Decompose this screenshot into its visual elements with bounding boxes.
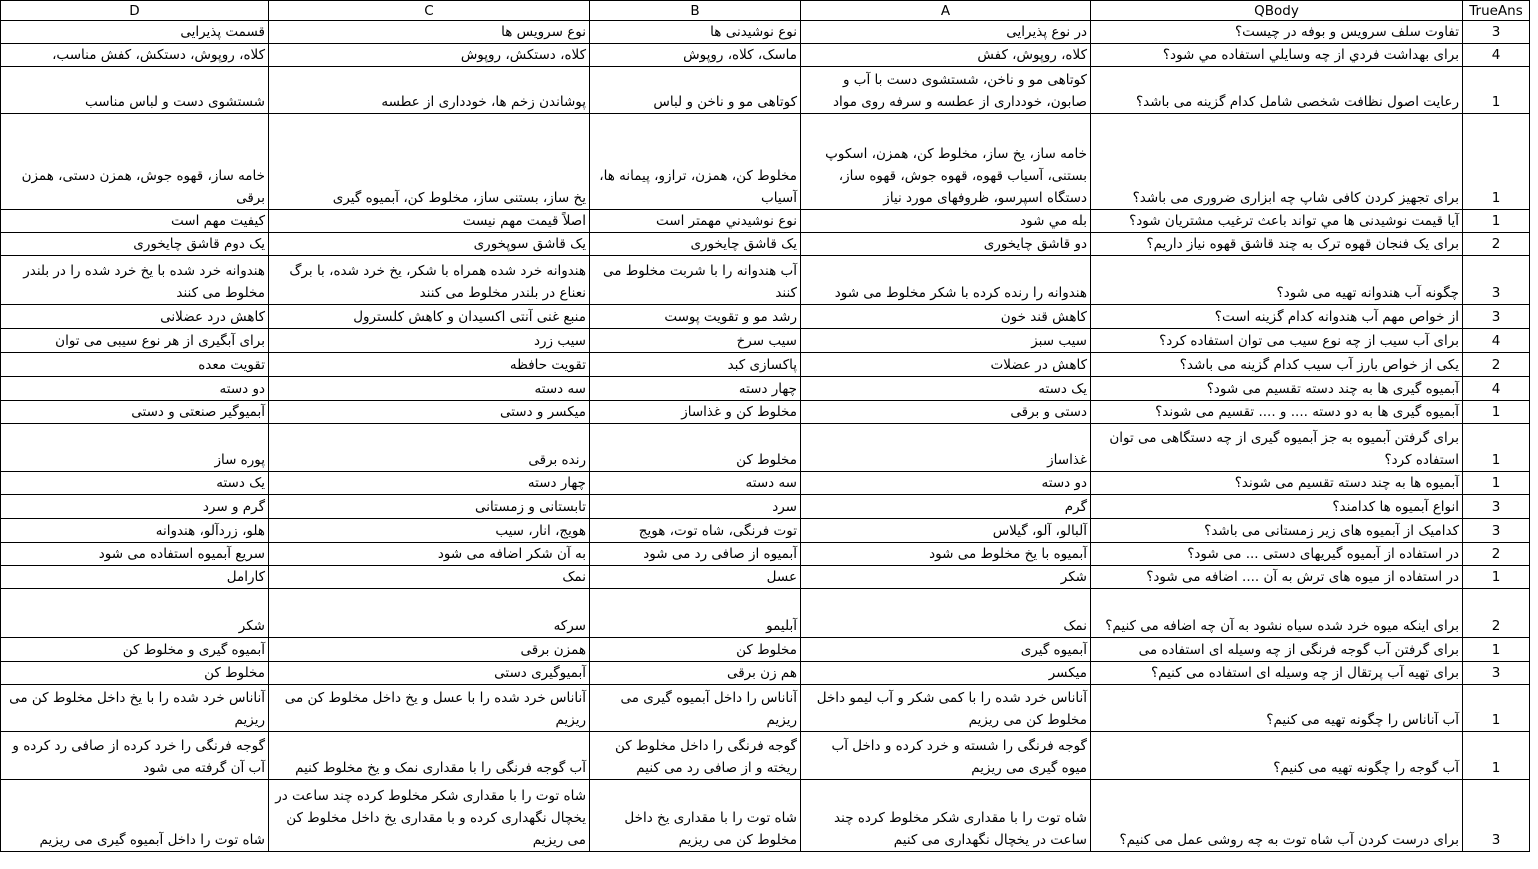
cell-option-b[interactable]: رشد مو و تقویت پوست: [590, 305, 801, 329]
cell-question[interactable]: برای بهداشت فردي از چه وسايلي استفاده مي شود؟: [1091, 44, 1463, 67]
table-row: [1, 21, 1530, 44]
cell-option-d[interactable]: شاه توت را داخل آبمیوه گیری می ریزیم: [1, 780, 269, 852]
cell-option-a[interactable]: کلاه، روپوش، کفش: [801, 44, 1091, 67]
table-row: [1, 67, 1530, 114]
cell-option-a[interactable]: کاهش قند خون: [801, 305, 1091, 329]
cell-option-d[interactable]: کیفیت مهم است: [1, 210, 269, 233]
cell-option-d[interactable]: هلو، زردآلو، هندوانه: [1, 519, 269, 543]
table-row: [1, 662, 1530, 685]
cell-option-b[interactable]: مخلوط کن: [590, 638, 801, 662]
table-row: [1, 210, 1530, 233]
cell-true-answer[interactable]: 1: [1463, 401, 1530, 424]
table-row: [1, 424, 1530, 472]
cell-option-d[interactable]: برای آبگیری از هر نوع سیبی می توان: [1, 329, 269, 353]
cell-option-c[interactable]: یخ ساز، بستنی ساز، مخلوط کن، آبمیوه گیری: [269, 114, 590, 210]
cell-true-answer[interactable]: 1: [1463, 685, 1530, 732]
cell-question[interactable]: آیا قیمت نوشیدنی ها مي تواند باعث ترغیب مشتریان شود؟: [1091, 210, 1463, 233]
cell-option-c[interactable]: نمک: [269, 566, 590, 589]
cell-option-b[interactable]: آناناس را داخل آبمیوه گیری می ریزیم: [590, 685, 801, 732]
cell-option-a[interactable]: کاهش در عضلات: [801, 353, 1091, 377]
table-body: [1, 21, 1530, 852]
table-row: [1, 353, 1530, 377]
cell-option-b[interactable]: مخلوط کن، همزن، ترازو، پیمانه ها، آسیاب: [590, 114, 801, 210]
cell-option-c[interactable]: همزن برقی: [269, 638, 590, 662]
table-row: [1, 732, 1530, 780]
cell-option-d[interactable]: یک دوم قاشق چایخوری: [1, 233, 269, 256]
cell-option-a[interactable]: گرم: [801, 495, 1091, 519]
cell-option-b[interactable]: ماسک، کلاه، روپوش: [590, 44, 801, 67]
cell-option-c[interactable]: سه دسته: [269, 377, 590, 401]
cell-option-b[interactable]: آبلیمو: [590, 589, 801, 638]
table-row: [1, 401, 1530, 424]
cell-true-answer[interactable]: 3: [1463, 519, 1530, 543]
table-row: [1, 305, 1530, 329]
cell-true-answer[interactable]: 3: [1463, 256, 1530, 305]
cell-option-c[interactable]: میکسر و دستی: [269, 401, 590, 424]
cell-option-a[interactable]: سیب سبز: [801, 329, 1091, 353]
cell-option-a[interactable]: آبمیوه گیری: [801, 638, 1091, 662]
cell-question[interactable]: برای آب سیب از چه نوع سیب می توان استفاده کرد؟: [1091, 329, 1463, 353]
table-row: [1, 566, 1530, 589]
cell-option-d[interactable]: هندوانه خرد شده با یخ خرد شده را در بلندر مخلوط می کنند: [1, 256, 269, 305]
cell-true-answer[interactable]: 3: [1463, 305, 1530, 329]
cell-option-b[interactable]: سیب سرخ: [590, 329, 801, 353]
cell-true-answer[interactable]: 1: [1463, 67, 1530, 114]
cell-option-c[interactable]: چهار دسته: [269, 472, 590, 495]
cell-option-a[interactable]: نمک: [801, 589, 1091, 638]
cell-question[interactable]: در استفاده از میوه های ترش به آن .... اضافه می شود؟: [1091, 566, 1463, 589]
cell-option-a[interactable]: دستی و برقی: [801, 401, 1091, 424]
cell-option-c[interactable]: به آن شکر اضافه می شود: [269, 543, 590, 566]
cell-true-answer[interactable]: 3: [1463, 780, 1530, 852]
cell-option-b[interactable]: آب هندوانه را با شربت مخلوط می کنند: [590, 256, 801, 305]
column-header-b[interactable]: B: [590, 1, 801, 21]
cell-question[interactable]: تفاوت سلف سرویس و بوفه در چیست؟: [1091, 21, 1463, 44]
cell-option-a[interactable]: غذاساز: [801, 424, 1091, 472]
cell-option-b[interactable]: سه دسته: [590, 472, 801, 495]
cell-option-c[interactable]: اصلاً قیمت مهم نیست: [269, 210, 590, 233]
cell-true-answer[interactable]: 1: [1463, 638, 1530, 662]
cell-true-answer[interactable]: 1: [1463, 114, 1530, 210]
table-row: [1, 638, 1530, 662]
cell-option-a[interactable]: آناناس خرد شده را با کمی شکر و آب لیمو داخل مخلوط کن می ریزیم: [801, 685, 1091, 732]
column-header-trueans[interactable]: TrueAns: [1463, 1, 1530, 21]
column-header-qbody[interactable]: QBody: [1091, 1, 1463, 21]
cell-question[interactable]: برای تجهیز کردن کافی شاپ چه ابزاری ضروری می باشد؟: [1091, 114, 1463, 210]
cell-option-b[interactable]: چهار دسته: [590, 377, 801, 401]
cell-question[interactable]: از خواص مهم آب هندوانه کدام گزینه است؟: [1091, 305, 1463, 329]
cell-true-answer[interactable]: 2: [1463, 353, 1530, 377]
cell-true-answer[interactable]: 2: [1463, 233, 1530, 256]
cell-true-answer[interactable]: 3: [1463, 662, 1530, 685]
header-row: [1, 1, 1530, 21]
cell-question[interactable]: آب گوجه را چگونه تهیه می کنیم؟: [1091, 732, 1463, 780]
cell-option-c[interactable]: شاه توت را با مقداری شکر مخلوط کرده چند ساعت در یخچال نگهداری کرده و با مقداری یخ داخل مخلوط کن می ریزیم: [269, 780, 590, 852]
cell-option-a[interactable]: کوتاهی مو و ناخن، شستشوی دست با آب و صابون، خودداری از عطسه و سرفه روی مواد: [801, 67, 1091, 114]
cell-option-c[interactable]: آناناس خرد شده را با عسل و یخ داخل مخلوط کن می ریزیم: [269, 685, 590, 732]
cell-true-answer[interactable]: 1: [1463, 210, 1530, 233]
cell-option-d[interactable]: کارامل: [1, 566, 269, 589]
table-row: [1, 377, 1530, 401]
cell-option-d[interactable]: خامه ساز، قهوه جوش، همزن دستی، همزن برقی: [1, 114, 269, 210]
table-row: [1, 543, 1530, 566]
cell-option-b[interactable]: یک قاشق چایخوری: [590, 233, 801, 256]
cell-question[interactable]: آب آناناس را چگونه تهیه می کنیم؟: [1091, 685, 1463, 732]
column-header-d[interactable]: D: [1, 1, 269, 21]
cell-option-d[interactable]: گوجه فرنگی را خرد کرده از صافی رد کرده و آب آن گرفته می شود: [1, 732, 269, 780]
cell-option-a[interactable]: شاه توت را با مقداری شکر مخلوط کرده چند ساعت در یخچال نگهداری می کنیم: [801, 780, 1091, 852]
cell-option-c[interactable]: یک قاشق سوپخوری: [269, 233, 590, 256]
cell-option-a[interactable]: میکسر: [801, 662, 1091, 685]
cell-option-d[interactable]: تقویت معده: [1, 353, 269, 377]
cell-true-answer[interactable]: 2: [1463, 543, 1530, 566]
cell-option-b[interactable]: شاه توت را با مقداری یخ داخل مخلوط کن می ریزیم: [590, 780, 801, 852]
cell-option-d[interactable]: آبمیوگیر صنعتی و دستی: [1, 401, 269, 424]
cell-option-b[interactable]: مخلوط کن: [590, 424, 801, 472]
cell-option-a[interactable]: یک دسته: [801, 377, 1091, 401]
cell-option-d[interactable]: آناناس خرد شده را با یخ داخل مخلوط کن می ریزیم: [1, 685, 269, 732]
table-row: [1, 589, 1530, 638]
cell-option-d[interactable]: شستشوی دست و لباس مناسب: [1, 67, 269, 114]
cell-true-answer[interactable]: 4: [1463, 44, 1530, 67]
cell-true-answer[interactable]: 2: [1463, 589, 1530, 638]
cell-true-answer[interactable]: 1: [1463, 424, 1530, 472]
cell-true-answer[interactable]: 1: [1463, 566, 1530, 589]
cell-true-answer[interactable]: 1: [1463, 732, 1530, 780]
cell-option-b[interactable]: کوتاهی مو و ناخن و لباس: [590, 67, 801, 114]
cell-option-b[interactable]: مخلوط کن و غذاساز: [590, 401, 801, 424]
cell-question[interactable]: آبمیوه گیری ها به چند دسته تقسیم می شود؟: [1091, 377, 1463, 401]
cell-question[interactable]: برای تهیه آب پرتقال از چه وسیله ای استفاده می کنیم؟: [1091, 662, 1463, 685]
cell-option-a[interactable]: در نوع پذیرایی: [801, 21, 1091, 44]
table-row: [1, 44, 1530, 67]
cell-option-c[interactable]: هویج، انار، سیب: [269, 519, 590, 543]
cell-true-answer[interactable]: 4: [1463, 329, 1530, 353]
cell-option-c[interactable]: آب گوجه فرنگی را با مقداری نمک و یخ مخلوط کنیم: [269, 732, 590, 780]
table-row: [1, 256, 1530, 305]
cell-option-d[interactable]: سریع آبمیوه استفاده می شود: [1, 543, 269, 566]
cell-option-c[interactable]: منبع غنی آنتی اکسیدان و کاهش کلسترول: [269, 305, 590, 329]
cell-question[interactable]: برای گرفتن آب گوجه فرنگی از چه وسیله ای استفاده می: [1091, 638, 1463, 662]
cell-true-answer[interactable]: 1: [1463, 472, 1530, 495]
cell-option-b[interactable]: عسل: [590, 566, 801, 589]
cell-option-c[interactable]: تقویت حافظه: [269, 353, 590, 377]
cell-option-a[interactable]: خامه ساز، یخ ساز، مخلوط کن، همزن، اسکوپ بستنی، آسیاب قهوه، قهوه جوش، قهوه ساز، دستگاه اسپرسو، ظروفهای مورد نیاز: [801, 114, 1091, 210]
cell-option-b[interactable]: توت فرنگی، شاه توت، هویج: [590, 519, 801, 543]
cell-option-d[interactable]: آبمیوه گیری و مخلوط کن: [1, 638, 269, 662]
cell-option-d[interactable]: شکر: [1, 589, 269, 638]
column-header-c[interactable]: C: [269, 1, 590, 21]
cell-option-b[interactable]: پاکسازی کبد: [590, 353, 801, 377]
cell-option-d[interactable]: قسمت پذیرایی: [1, 21, 269, 44]
table-row: [1, 780, 1530, 852]
cell-option-a[interactable]: دو قاشق چایخوری: [801, 233, 1091, 256]
cell-option-c[interactable]: رنده برقی: [269, 424, 590, 472]
cell-question[interactable]: آبمیوه ها به چند دسته تقسیم می شوند؟: [1091, 472, 1463, 495]
cell-option-d[interactable]: مخلوط کن: [1, 662, 269, 685]
cell-question[interactable]: یکی از خواص بارز آب سیب کدام گزینه می باشد؟: [1091, 353, 1463, 377]
table-row: [1, 114, 1530, 210]
cell-question[interactable]: در استفاده از آبمیوه گیریهای دستی ... می شود؟: [1091, 543, 1463, 566]
column-header-a[interactable]: A: [801, 1, 1091, 21]
cell-question[interactable]: برای یک فنجان قهوه ترک به چند قاشق قهوه نیاز داریم؟: [1091, 233, 1463, 256]
cell-option-a[interactable]: هندوانه را رنده کرده با شکر مخلوط می شود: [801, 256, 1091, 305]
cell-option-d[interactable]: یک دسته: [1, 472, 269, 495]
cell-option-c[interactable]: پوشاندن زخم ها، خودداری از عطسه: [269, 67, 590, 114]
cell-option-d[interactable]: دو دسته: [1, 377, 269, 401]
cell-true-answer[interactable]: 3: [1463, 21, 1530, 44]
cell-option-c[interactable]: نوع سرویس ها: [269, 21, 590, 44]
cell-option-b[interactable]: آبمیوه از صافی رد می شود: [590, 543, 801, 566]
cell-option-a[interactable]: شکر: [801, 566, 1091, 589]
cell-option-c[interactable]: آبمیوگیری دستی: [269, 662, 590, 685]
cell-question[interactable]: برای گرفتن آبمیوه به جز آبمیوه گیری از چه دستگاهی می توان استفاده کرد؟: [1091, 424, 1463, 472]
cell-option-a[interactable]: بله مي شود: [801, 210, 1091, 233]
table-row: [1, 233, 1530, 256]
cell-option-b[interactable]: نوع نوشیدني مهمتر است: [590, 210, 801, 233]
cell-option-c[interactable]: کلاه، دستکش، روپوش: [269, 44, 590, 67]
table-row: [1, 472, 1530, 495]
cell-option-c[interactable]: سرکه: [269, 589, 590, 638]
cell-option-b[interactable]: سرد: [590, 495, 801, 519]
cell-option-d[interactable]: کاهش درد عضلانی: [1, 305, 269, 329]
cell-option-b[interactable]: هم زن برقی: [590, 662, 801, 685]
table-row: [1, 519, 1530, 543]
cell-question[interactable]: انواع آبمیوه ها کدامند؟: [1091, 495, 1463, 519]
cell-question[interactable]: چگونه آب هندوانه تهیه می شود؟: [1091, 256, 1463, 305]
cell-true-answer[interactable]: 3: [1463, 495, 1530, 519]
cell-question[interactable]: رعایت اصول نظافت شخصی شامل کدام گزینه می باشد؟: [1091, 67, 1463, 114]
cell-option-d[interactable]: گرم و سرد: [1, 495, 269, 519]
cell-option-a[interactable]: دو دسته: [801, 472, 1091, 495]
cell-option-a[interactable]: آلبالو، آلو، گیلاس: [801, 519, 1091, 543]
table-row: [1, 495, 1530, 519]
table-row: [1, 685, 1530, 732]
cell-option-d[interactable]: پوره ساز: [1, 424, 269, 472]
cell-option-d[interactable]: کلاه، روپوش، دستکش، کفش مناسب،: [1, 44, 269, 67]
cell-question[interactable]: آبمیوه گیری ها به دو دسته .... و .... تقسیم می شوند؟: [1091, 401, 1463, 424]
cell-option-c[interactable]: تابستانی و زمستانی: [269, 495, 590, 519]
cell-question[interactable]: کدامیک از آبمیوه های زیر زمستانی می باشد؟: [1091, 519, 1463, 543]
cell-question[interactable]: برای اینکه میوه خرد شده سیاه نشود به آن چه اضافه می کنیم؟: [1091, 589, 1463, 638]
cell-option-b[interactable]: گوجه فرنگی را داخل مخلوط کن ریخته و از صافی رد می کنیم: [590, 732, 801, 780]
table-row: [1, 329, 1530, 353]
cell-option-b[interactable]: نوع نوشیدنی ها: [590, 21, 801, 44]
cell-option-c[interactable]: هندوانه خرد شده همراه با شکر، یخ خرد شده، با برگ نعناع در بلندر مخلوط می کنند: [269, 256, 590, 305]
cell-option-a[interactable]: آبمیوه با یخ مخلوط می شود: [801, 543, 1091, 566]
cell-option-c[interactable]: سیب زرد: [269, 329, 590, 353]
cell-option-a[interactable]: گوجه فرنگی را شسته و خرد کرده و داخل آب میوه گیری می ریزیم: [801, 732, 1091, 780]
cell-true-answer[interactable]: 4: [1463, 377, 1530, 401]
cell-question[interactable]: برای درست کردن آب شاه توت به چه روشی عمل می کنیم؟: [1091, 780, 1463, 852]
